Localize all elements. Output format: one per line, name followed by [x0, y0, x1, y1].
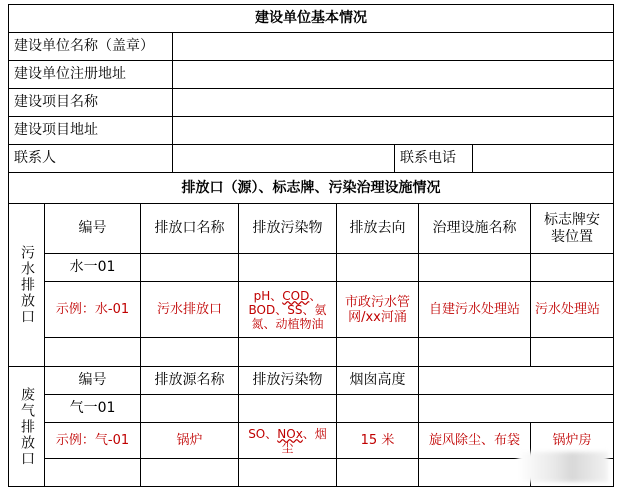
- gas-header-chimney-height: 烟囱高度: [349, 372, 406, 388]
- label-unit-name: 建设单位名称（盖章）: [14, 38, 154, 54]
- label-project-name: 建设项目名称: [14, 94, 98, 110]
- water-example-destination: 市政污水管网/xx河涌: [344, 294, 410, 325]
- gas-example-sign: 锅炉房: [552, 433, 592, 448]
- water-header-id: 编号: [78, 220, 107, 236]
- water-code: 水一01: [69, 259, 116, 275]
- watermark-blur: [518, 452, 608, 482]
- section-title-outlets: 排放口（源）、标志牌、污染治理设施情况: [181, 179, 441, 196]
- gas-code: 气一01: [69, 400, 116, 416]
- gas-example-id: 示例：气-01: [55, 433, 130, 448]
- water-example-id: 示例：水-01: [55, 302, 130, 317]
- gas-example-height: 15 米: [360, 433, 395, 448]
- water-header-pollutant: 排放污染物: [252, 220, 323, 236]
- label-unit-address: 建设单位注册地址: [14, 66, 126, 82]
- water-header-sign-location: 标志牌安装位置: [544, 211, 600, 245]
- gas-example-source: 锅炉: [176, 433, 203, 448]
- contact-field[interactable]: [173, 145, 394, 172]
- water-header-destination: 排放去向: [349, 220, 406, 236]
- phone-field[interactable]: [473, 145, 613, 172]
- water-outlet-side-label: 污水排放口: [19, 245, 35, 325]
- gas-header-source: 排放源名称: [154, 372, 225, 388]
- water-example-facility: 自建污水处理站: [428, 302, 520, 317]
- project-address-field[interactable]: [173, 117, 613, 144]
- water-header-facility: 治理设施名称: [432, 220, 517, 236]
- label-project-address: 建设项目地址: [14, 122, 98, 138]
- label-phone: 联系电话: [400, 150, 456, 166]
- gas-example-pollutants: SO、NOx、烟尘: [248, 426, 327, 455]
- water-header-name: 排放口名称: [154, 220, 225, 236]
- gas-example-facility: 旋风除尘、布袋: [428, 433, 520, 448]
- section-title-basic-info: 建设单位基本情况: [255, 10, 367, 26]
- project-name-field[interactable]: [173, 89, 613, 116]
- gas-outlet-side-label: 废气排放口: [19, 386, 35, 467]
- unit-name-field[interactable]: [173, 33, 613, 60]
- water-example-pollutants: pH、COD、 BOD、SS、氨氮、动植物油: [248, 288, 327, 331]
- water-example-name: 污水排放口: [156, 302, 222, 317]
- unit-address-field[interactable]: [173, 61, 613, 88]
- label-contact: 联系人: [14, 150, 56, 166]
- gas-header-pollutant: 排放污染物: [252, 372, 323, 388]
- gas-header-id: 编号: [78, 372, 107, 388]
- water-example-sign: 污水处理站: [535, 302, 601, 317]
